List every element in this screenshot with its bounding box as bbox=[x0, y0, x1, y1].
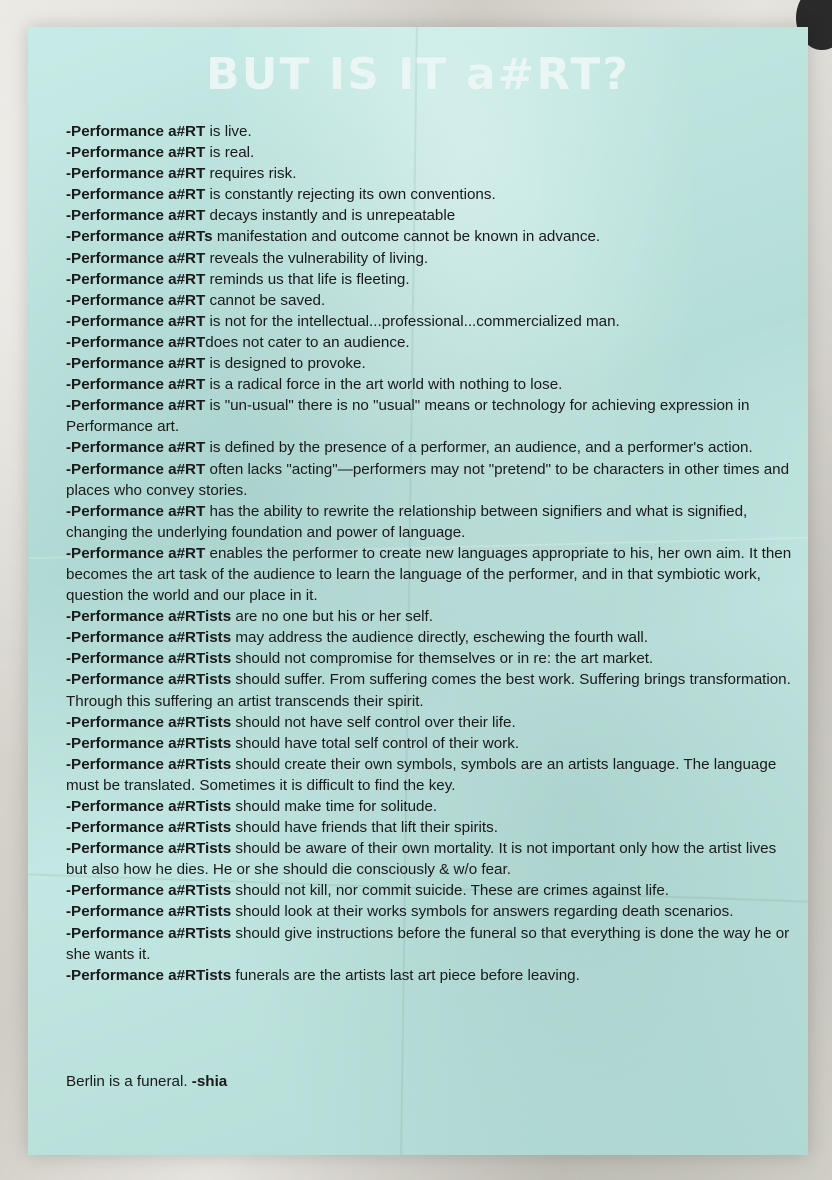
line-lead: -Performance a#RT bbox=[66, 249, 206, 267]
manifesto-line bbox=[66, 733, 796, 754]
line-lead: -Performance a#RTists bbox=[66, 882, 232, 900]
line-text: should have friends that lift their spirits. bbox=[231, 819, 498, 837]
poster-title: BUT IS IT a#RT? bbox=[206, 49, 630, 100]
line-text: should not compromise for themselves or in re: the art market. bbox=[231, 650, 654, 668]
line-lead: -Performance a#RT bbox=[66, 312, 206, 330]
manifesto-line bbox=[66, 606, 796, 627]
line-text: often lacks "acting"—performers may not "pretend" to be characters in other times and places who convey stories. bbox=[66, 460, 790, 499]
line-lead: -Performance a#RT bbox=[66, 186, 206, 204]
line-lead: -Performance a#RT bbox=[66, 397, 206, 415]
manifesto-line bbox=[66, 754, 796, 796]
line-text: reminds us that life is fleeting. bbox=[205, 270, 410, 288]
manifesto-line bbox=[66, 648, 796, 669]
line-lead: -Performance a#RTists bbox=[66, 629, 232, 647]
line-text: is designed to provoke. bbox=[205, 355, 366, 373]
line-lead: -Performance a#RTists bbox=[66, 671, 232, 689]
line-text: are no one but his or her self. bbox=[231, 608, 433, 626]
line-text: is a radical force in the art world with nothing to lose. bbox=[205, 376, 563, 394]
line-text: is "un-usual" there is no "usual" means or technology for achieving expression in Performance art. bbox=[66, 397, 750, 436]
manifesto-line bbox=[66, 395, 796, 437]
manifesto-line bbox=[66, 184, 796, 205]
line-lead: -Performance a#RT bbox=[66, 502, 206, 520]
manifesto-line bbox=[66, 374, 796, 395]
line-lead: -Performance a#RTists bbox=[66, 713, 232, 731]
manifesto-line bbox=[66, 796, 796, 817]
line-lead: -Performance a#RT bbox=[66, 123, 206, 140]
line-lead: -Performance a#RT bbox=[66, 544, 206, 562]
line-text: should give instructions before the funeral so that everything is done the way he or she wants it. bbox=[66, 924, 790, 963]
manifesto-line bbox=[66, 669, 796, 711]
line-text: cannot be saved. bbox=[205, 291, 326, 309]
line-text: does not cater to an audience. bbox=[205, 333, 410, 351]
manifesto-line bbox=[66, 923, 796, 965]
line-text: decays instantly and is unrepeatable bbox=[205, 207, 456, 225]
manifesto-line bbox=[66, 205, 796, 226]
manifesto-line bbox=[66, 459, 796, 501]
line-text: requires risk. bbox=[205, 165, 297, 183]
line-text: has the ability to rewrite the relationship between signifiers and what is signified, changing the underlying foundation and power of language. bbox=[66, 502, 748, 541]
line-text: is constantly rejecting its own conventions. bbox=[205, 186, 496, 204]
line-text: funerals are the artists last art piece before leaving. bbox=[231, 966, 580, 984]
line-lead: -Performance a#RT bbox=[66, 144, 206, 162]
line-text: may address the audience directly, eschewing the fourth wall. bbox=[231, 629, 648, 647]
line-lead: -Performance a#RT bbox=[66, 270, 206, 288]
manifesto-line bbox=[66, 290, 796, 311]
manifesto-line bbox=[66, 838, 796, 880]
line-lead: -Performance a#RTists bbox=[66, 798, 232, 815]
manifesto-line bbox=[66, 311, 796, 332]
line-lead: -Performance a#RTs bbox=[66, 228, 213, 246]
manifesto-line bbox=[66, 121, 796, 142]
manifesto-line bbox=[66, 163, 796, 184]
manifesto-line bbox=[66, 901, 796, 922]
manifesto-line bbox=[66, 712, 796, 733]
line-text: should not have self control over their life. bbox=[231, 713, 516, 731]
line-text: should suffer. From suffering comes the best work. Suffering brings transformation. Through this suffering an artist transcends their spirit. bbox=[66, 671, 791, 710]
line-text: reveals the vulnerability of living. bbox=[205, 249, 429, 267]
line-lead: -Performance a#RTists bbox=[66, 819, 232, 837]
line-lead: -Performance a#RTists bbox=[66, 650, 232, 668]
line-lead: -Performance a#RTists bbox=[66, 734, 232, 752]
signature: -shia bbox=[191, 1073, 228, 1090]
line-lead: -Performance a#RT bbox=[66, 207, 206, 225]
line-lead: -Performance a#RT bbox=[66, 460, 206, 478]
line-text: is defined by the presence of a performer, an audience, and a performer's action. bbox=[205, 439, 753, 457]
line-text: is live. bbox=[205, 123, 252, 140]
line-lead: -Performance a#RTists bbox=[66, 840, 232, 858]
manifesto-line bbox=[66, 353, 796, 374]
line-lead: -Performance a#RT bbox=[66, 165, 206, 183]
manifesto-line bbox=[66, 269, 796, 290]
line-lead: -Performance a#RT bbox=[66, 333, 206, 351]
line-lead: -Performance a#RTists bbox=[66, 608, 232, 626]
manifesto-line bbox=[66, 880, 796, 901]
manifesto-line bbox=[66, 627, 796, 648]
line-lead: -Performance a#RTists bbox=[66, 755, 232, 773]
line-text: should be aware of their own mortality. It is not important only how the artist lives but also how he dies. He or she should die consciously & w/o fear. bbox=[66, 840, 777, 879]
line-text: is not for the intellectual...professional...commercialized man. bbox=[205, 312, 620, 330]
line-lead: -Performance a#RT bbox=[66, 439, 206, 457]
line-text: should not kill, nor commit suicide. These are crimes against life. bbox=[231, 882, 669, 900]
manifesto-line bbox=[66, 248, 796, 269]
manifesto-line bbox=[66, 226, 796, 247]
line-lead: -Performance a#RTists bbox=[66, 924, 232, 942]
line-lead: -Performance a#RT bbox=[66, 355, 206, 373]
line-text: should create their own symbols, symbols are an artists language. The language must be translated. Sometimes it is difficult to find the key. bbox=[66, 755, 777, 794]
line-lead: -Performance a#RTists bbox=[66, 966, 232, 984]
line-text: enables the performer to create new languages appropriate to his, her own aim. It then becomes the art task of the audience to learn the language of the performer, and in that symbiotic work, question the world and our place in it. bbox=[66, 544, 792, 605]
signoff-text: Berlin is a funeral. bbox=[66, 1073, 192, 1090]
manifesto-line bbox=[66, 543, 796, 606]
line-lead: -Performance a#RT bbox=[66, 291, 206, 309]
manifesto-line bbox=[66, 332, 796, 353]
line-lead: -Performance a#RT bbox=[66, 376, 206, 394]
signoff bbox=[66, 1071, 227, 1092]
line-text: is real. bbox=[205, 144, 255, 162]
manifesto-list bbox=[66, 121, 796, 986]
poster bbox=[28, 27, 808, 1155]
manifesto-line bbox=[66, 142, 796, 163]
manifesto-line bbox=[66, 437, 796, 458]
manifesto-line bbox=[66, 965, 796, 986]
line-text: should make time for solitude. bbox=[231, 798, 438, 815]
manifesto-line bbox=[66, 817, 796, 838]
line-text: manifestation and outcome cannot be known in advance. bbox=[212, 228, 601, 246]
line-text: should look at their works symbols for answers regarding death scenarios. bbox=[231, 903, 734, 921]
line-text: should have total self control of their work. bbox=[231, 734, 520, 752]
line-lead: -Performance a#RTists bbox=[66, 903, 232, 921]
manifesto-line bbox=[66, 501, 796, 543]
